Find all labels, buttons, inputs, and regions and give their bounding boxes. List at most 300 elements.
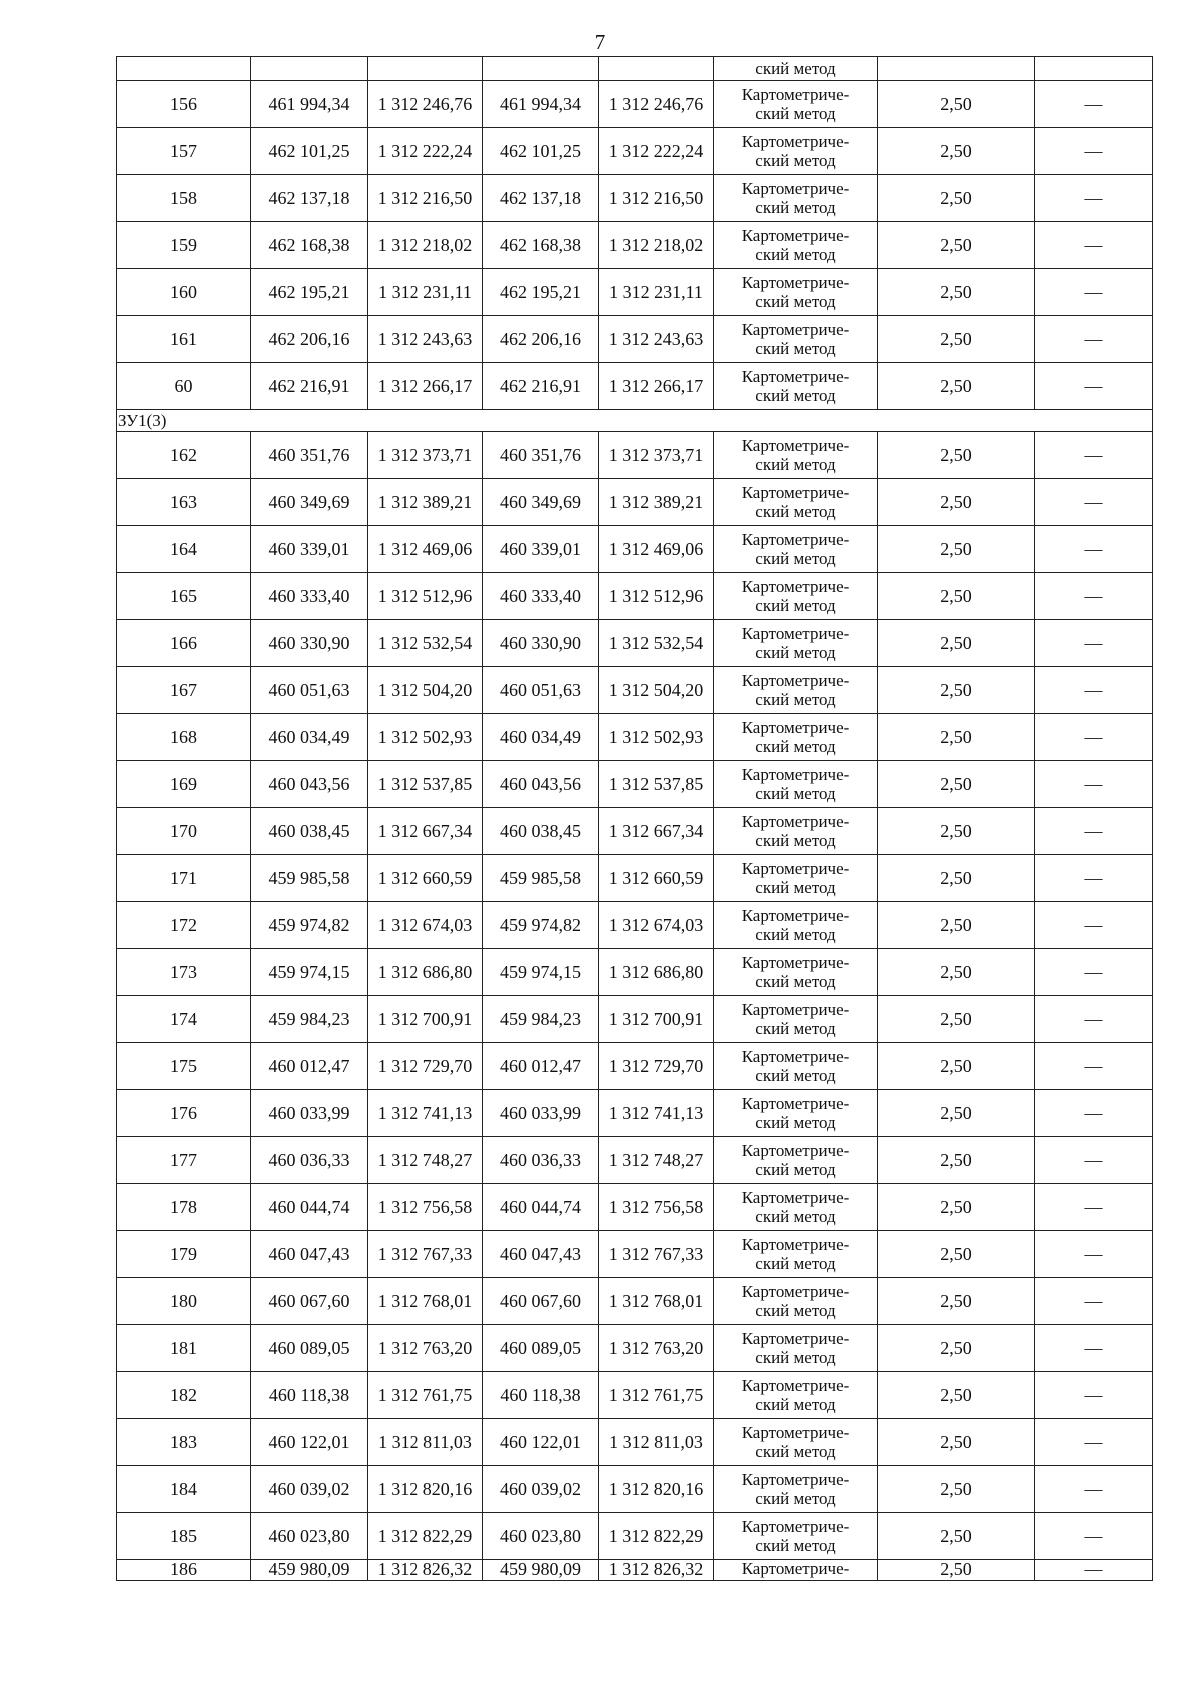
method-line-2: ский метод — [755, 104, 836, 123]
method-line-2: ский метод — [755, 1254, 836, 1273]
note-cell: — — [1035, 855, 1153, 902]
new-x-cell: 460 047,43 — [483, 1231, 599, 1278]
note-cell: — — [1035, 1137, 1153, 1184]
new-y-cell: 1 312 231,11 — [599, 269, 714, 316]
table-row — [117, 1466, 1153, 1513]
existing-y-cell: 1 312 686,80 — [368, 949, 483, 996]
method-line-2: ский метод — [755, 386, 836, 405]
new-x-cell: 462 137,18 — [483, 175, 599, 222]
new-x-cell: 462 206,16 — [483, 316, 599, 363]
new-y-cell: 1 312 373,71 — [599, 432, 714, 479]
new-y-cell: 1 312 768,01 — [599, 1278, 714, 1325]
method-line-2: ский метод — [755, 1160, 836, 1179]
method-cell — [714, 526, 878, 573]
section-label: ЗУ1(3) — [117, 410, 1153, 432]
method-line-2: ский метод — [755, 455, 836, 474]
new-y-cell: 1 312 532,54 — [599, 620, 714, 667]
note-cell: — — [1035, 949, 1153, 996]
method-line-2: ский метод — [755, 549, 836, 568]
table-row — [117, 855, 1153, 902]
new-y-cell: 1 312 761,75 — [599, 1372, 714, 1419]
method-line-2: ский метод — [755, 925, 836, 944]
new-x-cell: 462 195,21 — [483, 269, 599, 316]
method-line-1: Картометриче- — [741, 1517, 850, 1536]
new-x-cell: 462 168,38 — [483, 222, 599, 269]
table-row — [117, 620, 1153, 667]
new-x-cell: 460 038,45 — [483, 808, 599, 855]
new-x-cell: 461 994,34 — [483, 81, 599, 128]
note-cell: — — [1035, 761, 1153, 808]
table-row — [117, 1231, 1153, 1278]
method-cell — [714, 573, 878, 620]
table-row — [117, 1137, 1153, 1184]
new-x-cell: 460 039,02 — [483, 1466, 599, 1513]
method-cell — [714, 996, 878, 1043]
table-row — [117, 808, 1153, 855]
point-number-cell: 164 — [117, 526, 251, 573]
table-row — [117, 714, 1153, 761]
table-row — [117, 175, 1153, 222]
method-line-1: Картометриче- — [741, 1282, 850, 1301]
new-x-cell: 460 089,05 — [483, 1325, 599, 1372]
point-number-cell: 181 — [117, 1325, 251, 1372]
method-line-2: ский метод — [755, 198, 836, 217]
new-y-cell: 1 312 667,34 — [599, 808, 714, 855]
point-number-cell: 182 — [117, 1372, 251, 1419]
point-number-cell: 162 — [117, 432, 251, 479]
existing-y-cell: 1 312 389,21 — [368, 479, 483, 526]
accuracy-cell: 2,50 — [878, 1466, 1035, 1513]
table-row — [117, 949, 1153, 996]
table-row — [117, 316, 1153, 363]
new-y-cell: 1 312 700,91 — [599, 996, 714, 1043]
point-number-cell: 178 — [117, 1184, 251, 1231]
note-cell: — — [1035, 1372, 1153, 1419]
method-line-1: Картометриче- — [741, 906, 850, 925]
note-cell: — — [1035, 667, 1153, 714]
existing-y-cell: 1 312 469,06 — [368, 526, 483, 573]
existing-y-cell: 1 312 822,29 — [368, 1513, 483, 1560]
existing-x-cell: 459 974,82 — [251, 902, 368, 949]
new-y-cell: 1 312 820,16 — [599, 1466, 714, 1513]
accuracy-cell: 2,50 — [878, 1231, 1035, 1278]
existing-x-cell: 460 036,33 — [251, 1137, 368, 1184]
table-row — [117, 1090, 1153, 1137]
existing-x-cell: 460 122,01 — [251, 1419, 368, 1466]
accuracy-cell: 2,50 — [878, 269, 1035, 316]
table-row — [117, 363, 1153, 410]
table-row — [117, 1043, 1153, 1090]
method-line-1: Картометриче- — [741, 671, 850, 690]
new-x-cell: 460 023,80 — [483, 1513, 599, 1560]
accuracy-cell: 2,50 — [878, 128, 1035, 175]
method-cell — [714, 808, 878, 855]
table-row-partial — [117, 1560, 1153, 1581]
new-y-cell: 1 312 243,63 — [599, 316, 714, 363]
table-row — [117, 479, 1153, 526]
existing-y-cell: 1 312 761,75 — [368, 1372, 483, 1419]
new-y-cell: 1 312 674,03 — [599, 902, 714, 949]
new-x-cell: 460 051,63 — [483, 667, 599, 714]
note-cell: — — [1035, 1560, 1153, 1581]
existing-x-cell: 462 206,16 — [251, 316, 368, 363]
method-line-1: Картометриче- — [741, 1423, 850, 1442]
new-y-cell: 1 312 216,50 — [599, 175, 714, 222]
note-cell: — — [1035, 316, 1153, 363]
table-row — [117, 222, 1153, 269]
note-cell: — — [1035, 1419, 1153, 1466]
accuracy-cell: 2,50 — [878, 479, 1035, 526]
accuracy-cell: 2,50 — [878, 363, 1035, 410]
method-line-2: ский метод — [755, 596, 836, 615]
existing-y-cell: 1 312 537,85 — [368, 761, 483, 808]
method-line-1: Картометриче- — [741, 483, 850, 502]
method-cell — [714, 714, 878, 761]
existing-x-cell: 460 034,49 — [251, 714, 368, 761]
accuracy-cell: 2,50 — [878, 1325, 1035, 1372]
method-cell — [714, 1278, 878, 1325]
method-line-2: ский метод — [755, 1301, 836, 1320]
new-x-cell: 459 974,82 — [483, 902, 599, 949]
new-y-cell: 1 312 748,27 — [599, 1137, 714, 1184]
accuracy-cell: 2,50 — [878, 902, 1035, 949]
point-number-cell: 160 — [117, 269, 251, 316]
existing-x-cell: 460 051,63 — [251, 667, 368, 714]
method-line-2: ский метод — [755, 1019, 836, 1038]
method-line-1: Картометриче- — [741, 367, 850, 386]
existing-y-cell: 1 312 811,03 — [368, 1419, 483, 1466]
accuracy-cell: 2,50 — [878, 1137, 1035, 1184]
method-line-1: Картометриче- — [741, 1047, 850, 1066]
table-row — [117, 902, 1153, 949]
existing-y-cell: 1 312 532,54 — [368, 620, 483, 667]
accuracy-cell: 2,50 — [878, 1184, 1035, 1231]
new-y-cell: 1 312 756,58 — [599, 1184, 714, 1231]
method-line-1: Картометриче- — [741, 1376, 850, 1395]
method-cell — [714, 1231, 878, 1278]
point-number-cell: 179 — [117, 1231, 251, 1278]
table-row — [117, 526, 1153, 573]
accuracy-cell: 2,50 — [878, 175, 1035, 222]
method-cell — [714, 363, 878, 410]
note-cell: — — [1035, 1043, 1153, 1090]
existing-x-cell: 460 039,02 — [251, 1466, 368, 1513]
existing-x-cell: 459 974,15 — [251, 949, 368, 996]
method-line-1: Картометриче- — [741, 577, 850, 596]
new-y-cell: 1 312 502,93 — [599, 714, 714, 761]
accuracy-cell: 2,50 — [878, 996, 1035, 1043]
method-line-1: Картометриче- — [741, 1094, 850, 1113]
new-x-cell: 460 122,01 — [483, 1419, 599, 1466]
note-cell: — — [1035, 1231, 1153, 1278]
point-number-cell: 158 — [117, 175, 251, 222]
note-cell: — — [1035, 479, 1153, 526]
new-y-cell: 1 312 660,59 — [599, 855, 714, 902]
continuation-method-cell: ский метод — [714, 57, 878, 81]
method-line-2: ский метод — [755, 1066, 836, 1085]
new-x-cell: 459 974,15 — [483, 949, 599, 996]
method-line-1: Картометриче- — [741, 953, 850, 972]
method-line-1: Картометриче- — [741, 530, 850, 549]
existing-y-cell: 1 312 216,50 — [368, 175, 483, 222]
note-cell: — — [1035, 996, 1153, 1043]
existing-x-cell: 460 118,38 — [251, 1372, 368, 1419]
existing-y-cell: 1 312 266,17 — [368, 363, 483, 410]
new-y-cell: 1 312 767,33 — [599, 1231, 714, 1278]
existing-x-cell: 460 023,80 — [251, 1513, 368, 1560]
accuracy-cell: 2,50 — [878, 714, 1035, 761]
accuracy-cell: 2,50 — [878, 316, 1035, 363]
method-line-1: Картометриче- — [741, 273, 850, 292]
method-line-1: Картометриче- — [741, 1470, 850, 1489]
table-row — [117, 432, 1153, 479]
method-line-2: ский метод — [755, 502, 836, 521]
note-cell: — — [1035, 128, 1153, 175]
point-number-cell: 176 — [117, 1090, 251, 1137]
existing-x-cell: 460 043,56 — [251, 761, 368, 808]
existing-x-cell: 462 195,21 — [251, 269, 368, 316]
point-number-cell: 60 — [117, 363, 251, 410]
table-row — [117, 269, 1153, 316]
note-cell: — — [1035, 714, 1153, 761]
new-y-cell: 1 312 222,24 — [599, 128, 714, 175]
method-line-1: Картометриче- — [741, 1000, 850, 1019]
method-cell — [714, 1137, 878, 1184]
existing-x-cell: 460 333,40 — [251, 573, 368, 620]
point-number-cell: 183 — [117, 1419, 251, 1466]
existing-x-cell: 459 985,58 — [251, 855, 368, 902]
method-cell — [714, 1466, 878, 1513]
method-line-1: Картометриче- — [741, 226, 850, 245]
point-number-cell: 167 — [117, 667, 251, 714]
continuation-cell — [599, 57, 714, 81]
new-x-cell: 460 330,90 — [483, 620, 599, 667]
existing-y-cell: 1 312 502,93 — [368, 714, 483, 761]
new-y-cell: 1 312 763,20 — [599, 1325, 714, 1372]
accuracy-cell: 2,50 — [878, 855, 1035, 902]
accuracy-cell: 2,50 — [878, 1419, 1035, 1466]
existing-x-cell: 460 044,74 — [251, 1184, 368, 1231]
existing-y-cell: 1 312 222,24 — [368, 128, 483, 175]
table-row — [117, 1419, 1153, 1466]
existing-y-cell: 1 312 741,13 — [368, 1090, 483, 1137]
note-cell: — — [1035, 175, 1153, 222]
note-cell: — — [1035, 81, 1153, 128]
point-number-cell: 186 — [117, 1560, 251, 1581]
method-cell — [714, 1513, 878, 1560]
accuracy-cell: 2,50 — [878, 620, 1035, 667]
method-line-2: ский метод — [755, 1442, 836, 1461]
table-row — [117, 573, 1153, 620]
continuation-cell — [368, 57, 483, 81]
continuation-cell — [251, 57, 368, 81]
new-y-cell: 1 312 218,02 — [599, 222, 714, 269]
method-cell — [714, 1325, 878, 1372]
method-line-1: Картометриче- — [741, 1235, 850, 1254]
method-line-1: Картометриче- — [741, 436, 850, 455]
existing-x-cell: 462 101,25 — [251, 128, 368, 175]
note-cell: — — [1035, 363, 1153, 410]
accuracy-cell: 2,50 — [878, 1513, 1035, 1560]
new-y-cell: 1 312 266,17 — [599, 363, 714, 410]
method-cell — [714, 855, 878, 902]
point-number-cell: 171 — [117, 855, 251, 902]
method-cell — [714, 128, 878, 175]
existing-y-cell: 1 312 756,58 — [368, 1184, 483, 1231]
existing-x-cell: 460 330,90 — [251, 620, 368, 667]
method-cell — [714, 175, 878, 222]
existing-x-cell: 460 349,69 — [251, 479, 368, 526]
existing-y-cell: 1 312 767,33 — [368, 1231, 483, 1278]
method-line-1: Картометриче- — [741, 1141, 850, 1160]
accuracy-cell: 2,50 — [878, 81, 1035, 128]
accuracy-cell: 2,50 — [878, 761, 1035, 808]
table-row — [117, 1278, 1153, 1325]
method-line-2: ский метод — [755, 1395, 836, 1414]
existing-y-cell: 1 312 218,02 — [368, 222, 483, 269]
new-y-cell: 1 312 686,80 — [599, 949, 714, 996]
method-cell — [714, 479, 878, 526]
new-y-cell: 1 312 822,29 — [599, 1513, 714, 1560]
method-line-2: ский метод — [755, 1348, 836, 1367]
method-cell — [714, 316, 878, 363]
existing-y-cell: 1 312 768,01 — [368, 1278, 483, 1325]
accuracy-cell: 2,50 — [878, 1043, 1035, 1090]
new-y-cell: 1 312 729,70 — [599, 1043, 714, 1090]
method-line-1: Картометриче- — [741, 320, 850, 339]
accuracy-cell: 2,50 — [878, 808, 1035, 855]
new-y-cell: 1 312 512,96 — [599, 573, 714, 620]
new-y-cell: 1 312 469,06 — [599, 526, 714, 573]
continuation-cell — [483, 57, 599, 81]
new-x-cell: 459 980,09 — [483, 1560, 599, 1581]
existing-y-cell: 1 312 373,71 — [368, 432, 483, 479]
point-number-cell: 165 — [117, 573, 251, 620]
new-x-cell: 460 351,76 — [483, 432, 599, 479]
existing-x-cell: 462 168,38 — [251, 222, 368, 269]
new-x-cell: 460 012,47 — [483, 1043, 599, 1090]
existing-x-cell: 459 980,09 — [251, 1560, 368, 1581]
method-cell — [714, 949, 878, 996]
note-cell: — — [1035, 902, 1153, 949]
method-cell — [714, 902, 878, 949]
new-x-cell: 462 101,25 — [483, 128, 599, 175]
existing-x-cell: 460 351,76 — [251, 432, 368, 479]
continuation-cell — [117, 57, 251, 81]
new-x-cell: 460 036,33 — [483, 1137, 599, 1184]
note-cell: — — [1035, 432, 1153, 479]
new-y-cell: 1 312 537,85 — [599, 761, 714, 808]
table-row — [117, 761, 1153, 808]
method-line-2: ский метод — [755, 690, 836, 709]
existing-y-cell: 1 312 700,91 — [368, 996, 483, 1043]
new-x-cell: 460 118,38 — [483, 1372, 599, 1419]
method-line-1: Картометриче- — [741, 85, 850, 104]
existing-y-cell: 1 312 763,20 — [368, 1325, 483, 1372]
method-cell: Картометриче- — [714, 1560, 878, 1581]
existing-y-cell: 1 312 820,16 — [368, 1466, 483, 1513]
point-number-cell: 168 — [117, 714, 251, 761]
existing-y-cell: 1 312 748,27 — [368, 1137, 483, 1184]
method-line-2: ский метод — [755, 972, 836, 991]
existing-y-cell: 1 312 246,76 — [368, 81, 483, 128]
continuation-row — [117, 57, 1153, 81]
point-number-cell: 170 — [117, 808, 251, 855]
note-cell: — — [1035, 269, 1153, 316]
new-x-cell: 460 339,01 — [483, 526, 599, 573]
accuracy-cell: 2,50 — [878, 573, 1035, 620]
note-cell: — — [1035, 1090, 1153, 1137]
note-cell: — — [1035, 222, 1153, 269]
method-cell — [714, 269, 878, 316]
existing-x-cell: 462 137,18 — [251, 175, 368, 222]
table-row — [117, 81, 1153, 128]
point-number-cell: 159 — [117, 222, 251, 269]
method-cell — [714, 1419, 878, 1466]
continuation-cell — [878, 57, 1035, 81]
accuracy-cell: 2,50 — [878, 1278, 1035, 1325]
note-cell: — — [1035, 1278, 1153, 1325]
method-line-1: Картометриче- — [741, 1188, 850, 1207]
table-row — [117, 1325, 1153, 1372]
method-line-2: ский метод — [755, 245, 836, 264]
table-row — [117, 667, 1153, 714]
accuracy-cell: 2,50 — [878, 526, 1035, 573]
point-number-cell: 161 — [117, 316, 251, 363]
existing-y-cell: 1 312 729,70 — [368, 1043, 483, 1090]
point-number-cell: 172 — [117, 902, 251, 949]
accuracy-cell: 2,50 — [878, 667, 1035, 714]
existing-x-cell: 459 984,23 — [251, 996, 368, 1043]
note-cell: — — [1035, 1466, 1153, 1513]
new-x-cell: 460 333,40 — [483, 573, 599, 620]
new-x-cell: 460 349,69 — [483, 479, 599, 526]
point-number-cell: 163 — [117, 479, 251, 526]
method-line-1: Картометриче- — [741, 859, 850, 878]
note-cell: — — [1035, 573, 1153, 620]
method-line-2: ский метод — [755, 1113, 836, 1132]
point-number-cell: 184 — [117, 1466, 251, 1513]
existing-y-cell: 1 312 826,32 — [368, 1560, 483, 1581]
existing-x-cell: 461 994,34 — [251, 81, 368, 128]
note-cell: — — [1035, 1513, 1153, 1560]
existing-x-cell: 462 216,91 — [251, 363, 368, 410]
table-row — [117, 128, 1153, 175]
method-line-1: Картометриче- — [741, 812, 850, 831]
new-y-cell: 1 312 246,76 — [599, 81, 714, 128]
existing-x-cell: 460 067,60 — [251, 1278, 368, 1325]
table-row — [117, 996, 1153, 1043]
note-cell: — — [1035, 1325, 1153, 1372]
page-number: 7 — [594, 30, 606, 54]
method-line-2: ский метод — [755, 784, 836, 803]
existing-y-cell: 1 312 231,11 — [368, 269, 483, 316]
existing-y-cell: 1 312 512,96 — [368, 573, 483, 620]
table-row — [117, 1513, 1153, 1560]
accuracy-cell: 2,50 — [878, 432, 1035, 479]
table-row — [117, 1184, 1153, 1231]
continuation-cell — [1035, 57, 1153, 81]
method-line-1: Картометриче- — [741, 179, 850, 198]
accuracy-cell: 2,50 — [878, 1372, 1035, 1419]
coordinates-table — [116, 56, 1153, 1581]
method-cell — [714, 1184, 878, 1231]
method-line-1: Картометриче- — [741, 718, 850, 737]
method-cell — [714, 620, 878, 667]
new-x-cell: 460 034,49 — [483, 714, 599, 761]
method-cell — [714, 1043, 878, 1090]
table-body — [117, 57, 1153, 1581]
